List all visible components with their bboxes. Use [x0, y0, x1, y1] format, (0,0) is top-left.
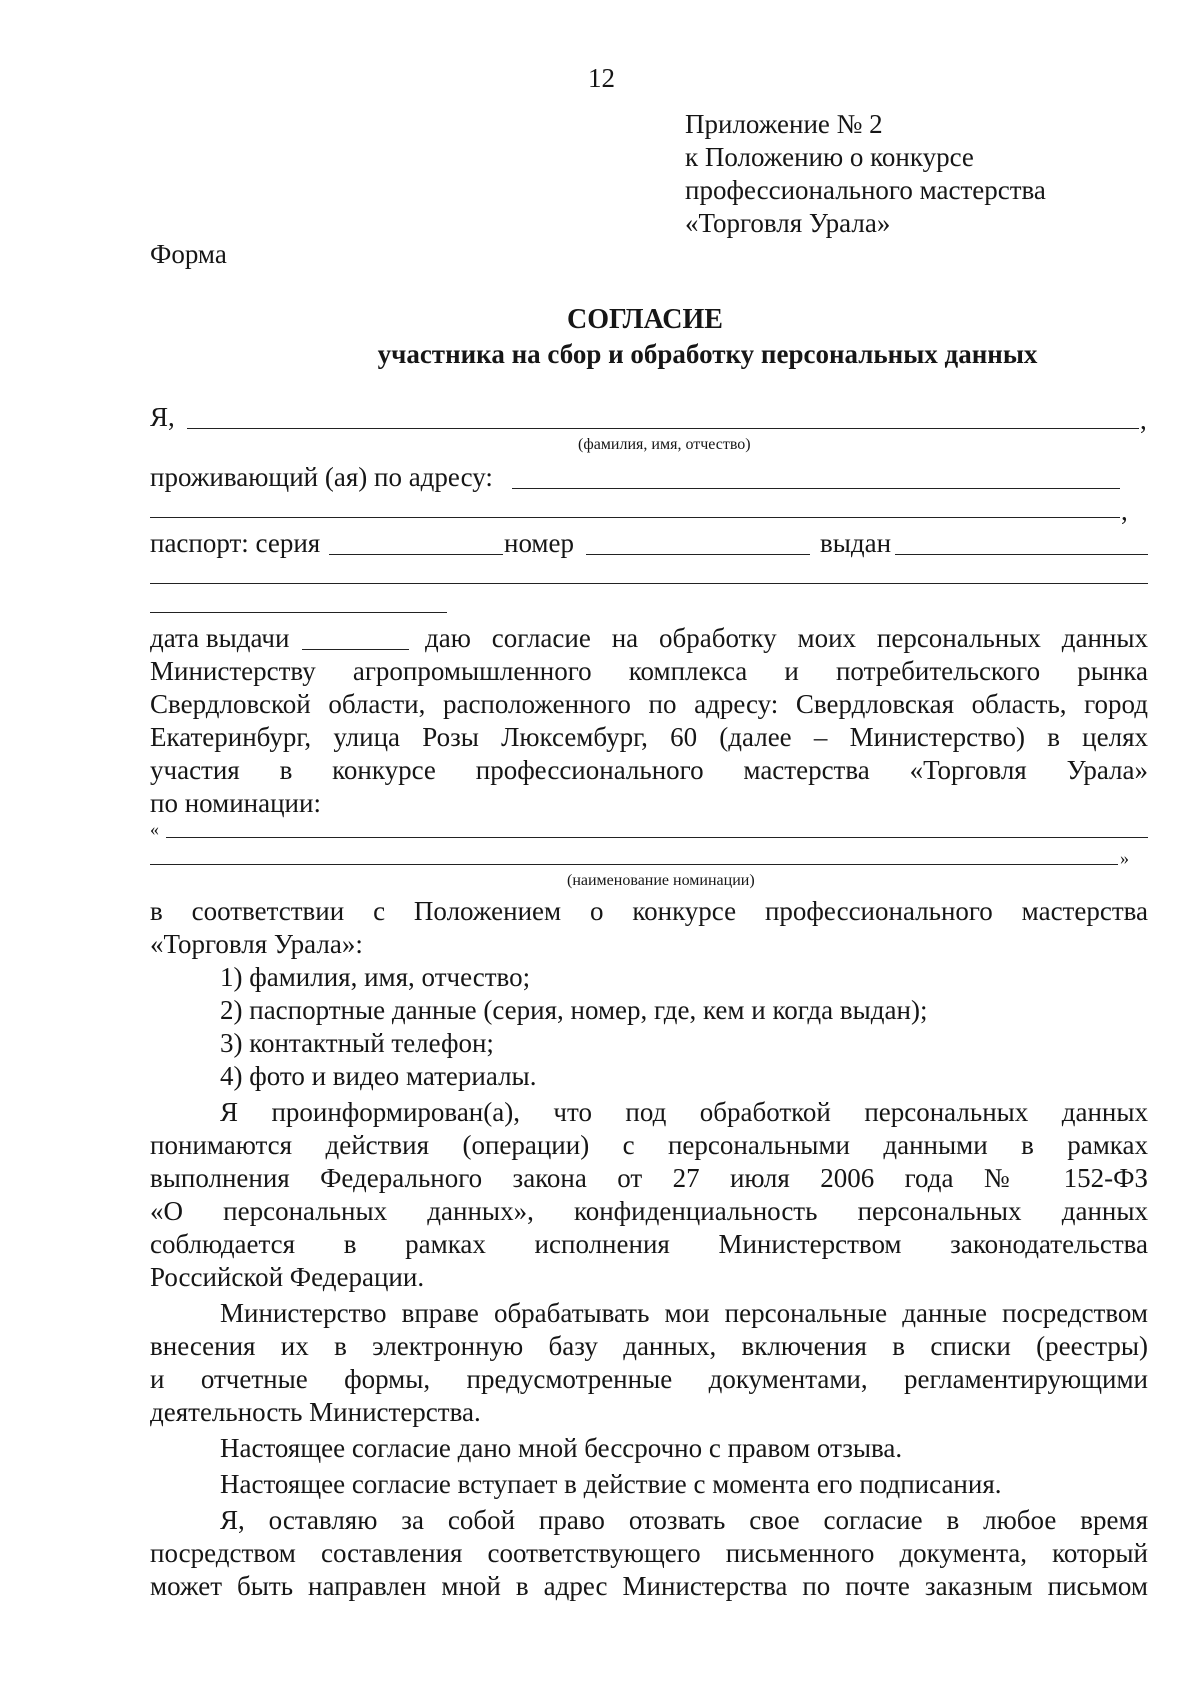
informed-line: понимаются действия (операции) с персональными данными в рамках: [150, 1130, 1148, 1160]
passport-series-label: паспорт: серия: [150, 528, 321, 558]
ministry-line: деятельность Министерства.: [150, 1397, 481, 1427]
appendix-line: «Торговля Урала»: [685, 208, 891, 238]
consent-line: Екатеринбург, улица Розы Люксембург, 60 (далее – Министерство) в целях: [150, 722, 1148, 752]
informed-line: Я проинформирован(а), что под обработкой персональных данных: [220, 1097, 1148, 1127]
passport-number-label: номер: [504, 528, 575, 558]
nomination-caption: (наименование номинации): [567, 872, 755, 889]
passport-series-field[interactable]: [329, 554, 503, 555]
passport-issued-field-line2[interactable]: [150, 583, 1148, 584]
consent-line: по номинации:: [150, 788, 321, 818]
passport-number-field[interactable]: [586, 554, 810, 555]
ya-label: Я,: [150, 402, 175, 432]
effective-sentence: Настоящее согласие вступает в действие с момента его подписания.: [220, 1469, 1002, 1499]
passport-issued-field[interactable]: [895, 554, 1148, 555]
consent-line: даю согласие на обработку моих персональных данных: [425, 623, 1148, 653]
informed-line: Российской Федерации.: [150, 1262, 425, 1292]
informed-line: соблюдается в рамках исполнения Министерством законодательства: [150, 1229, 1148, 1259]
ministry-line: Министерство вправе обрабатывать мои персональные данные посредством: [220, 1298, 1148, 1328]
indefinite-sentence: Настоящее согласие дано мной бессрочно с правом отзыва.: [220, 1433, 903, 1463]
issue-date-field[interactable]: [302, 649, 409, 650]
list-item: 4) фото и видео материалы.: [220, 1061, 537, 1091]
passport-issued-field-line3[interactable]: [150, 612, 447, 613]
appendix-line: к Положению о конкурсе: [685, 142, 974, 172]
nomination-field[interactable]: [166, 837, 1148, 838]
passport-issued-label: выдан: [820, 528, 892, 558]
address-field[interactable]: [512, 488, 1120, 489]
list-item: 3) контактный телефон;: [220, 1028, 494, 1058]
fio-field[interactable]: [187, 428, 1139, 429]
issue-date-label: дата выдачи: [150, 623, 290, 653]
document-subtitle: участника на сбор и обработку персональных данных: [377, 339, 1038, 369]
nomination-open-quote: «: [150, 819, 159, 839]
document-title: СОГЛАСИЕ: [567, 304, 723, 335]
appendix-line: Приложение № 2: [685, 109, 883, 139]
informed-line: выполнения Федерального закона от 27 июля 2006 года № 152-ФЗ: [150, 1163, 1148, 1193]
fio-comma: ,: [1140, 405, 1147, 435]
withdraw-line: посредством составления соответствующего письменного документа, который: [150, 1538, 1148, 1568]
withdraw-line: Я, оставляю за собой право отозвать свое согласие в любое время: [220, 1505, 1148, 1535]
consent-line: Министерству агропромышленного комплекса и потребительского рынка: [150, 656, 1148, 686]
list-item: 1) фамилия, имя, отчество;: [220, 962, 531, 992]
address-comma: ,: [1121, 496, 1128, 526]
list-item: 2) паспортные данные (серия, номер, где, кем и когда выдан);: [220, 995, 928, 1025]
nomination-field-line2[interactable]: [150, 864, 1118, 865]
withdraw-line: может быть направлен мной в адрес Министерства по почте заказным письмом: [150, 1571, 1148, 1601]
form-label: Форма: [150, 239, 227, 269]
appendix-line: профессионального мастерства: [685, 175, 1046, 205]
nomination-close-quote: »: [1120, 848, 1129, 868]
ministry-line: и отчетные формы, предусмотренные документами, регламентирующими: [150, 1364, 1148, 1394]
accordance-line: «Торговля Урала»:: [150, 929, 363, 959]
page-number: 12: [588, 63, 615, 93]
accordance-line: в соответствии с Положением о конкурсе профессионального мастерства: [150, 896, 1148, 926]
address-field-line2[interactable]: [150, 517, 1120, 518]
address-label: проживающий (ая) по адресу:: [150, 462, 493, 492]
ministry-line: внесения их в электронную базу данных, включения в списки (реестры): [150, 1331, 1148, 1361]
informed-line: «О персональных данных», конфиденциальность персональных данных: [150, 1196, 1148, 1226]
consent-line: участия в конкурсе профессионального мастерства «Торговля Урала»: [150, 755, 1148, 785]
fio-caption: (фамилия, имя, отчество): [578, 436, 751, 453]
consent-line: Свердловской области, расположенного по адресу: Свердловская область, город: [150, 689, 1148, 719]
